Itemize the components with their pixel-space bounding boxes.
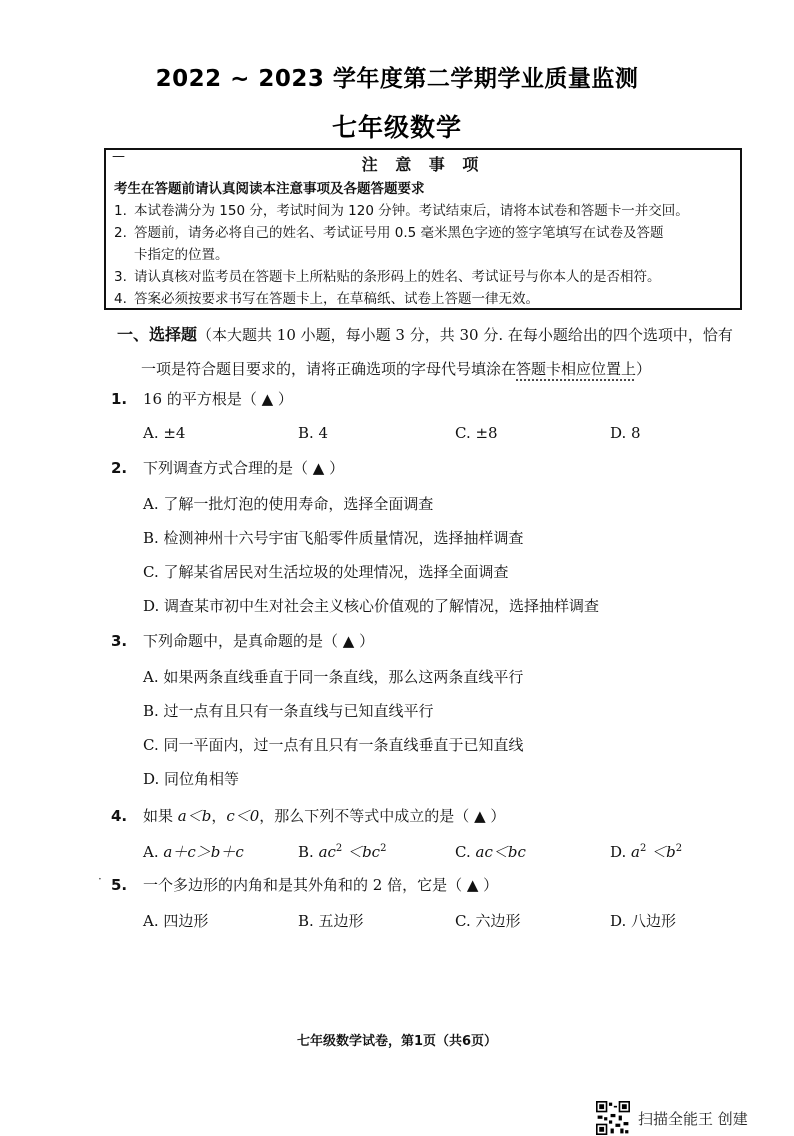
option-d: D. 同位角相等 [143, 770, 240, 788]
option-d: D. 8 [610, 424, 641, 442]
option-a: A. ±4 [143, 424, 186, 442]
option-c: C. 六边形 [455, 912, 521, 930]
math-expression: ac＜bc [475, 843, 526, 861]
math-expression: a [631, 843, 640, 861]
notice-item-number: 2. [114, 225, 127, 241]
question-stem-mid: ， [211, 807, 227, 825]
option-b [298, 841, 386, 862]
option-label: B. [298, 843, 314, 861]
notice-item-text: 本试卷满分为 150 分，考试时间为 120 分钟。考试结束后，请将本试卷和答题卡一并交回。 [134, 203, 689, 219]
question-stem: 下列调查方式合理的是（ ▲ ） [143, 459, 345, 477]
notice-item-text: 请认真核对监考员在答题卡上所粘贴的条形码上的姓名、考试证号与你本人的是否相符。 [134, 269, 661, 285]
option-a: A. 四边形 [143, 912, 209, 930]
option-label: D. [610, 843, 627, 861]
option-d [610, 841, 682, 862]
question-stem: 16 的平方根是（ ▲ ） [143, 390, 293, 408]
section-emphasis: 答题卡相应位置上 [516, 360, 637, 378]
page-footer: 七年级数学试卷，第1页（共6页） [296, 1034, 498, 1049]
option-label: C. [455, 843, 471, 861]
notice-item [114, 222, 732, 244]
notice-dash: — [112, 149, 125, 164]
option-b: B. 过一点有且只有一条直线与已知直线平行 [143, 702, 434, 720]
section-heading: 一、选择题 [117, 325, 198, 344]
option-b: B. 五边形 [298, 912, 364, 930]
option-a: A. 如果两条直线垂直于同一条直线，那么这两条直线平行 [143, 668, 524, 686]
question-number: 4. [111, 807, 128, 825]
question-number: 1. [111, 390, 128, 408]
superscript: 2 [335, 843, 343, 854]
notice-item-number: 4. [114, 291, 127, 307]
superscript: 2 [640, 843, 647, 854]
option-d: D. 调查某市初中生对社会主义核心价值观的了解情况，选择抽样调查 [143, 597, 600, 615]
section-description-end: ） [636, 360, 652, 378]
superscript: 2 [380, 843, 387, 854]
notice-item-text: 答案必须按要求书写在答题卡上，在草稿纸、试卷上答题一律无效。 [134, 291, 539, 307]
question-stem-pre: 如果 [143, 807, 178, 825]
question-number: 3. [111, 632, 128, 650]
scanner-watermark [596, 1100, 748, 1136]
notice-box [104, 148, 742, 310]
notice-item-number: 3. [114, 269, 127, 285]
option-d: D. 八边形 [610, 912, 677, 930]
question-stem-post: ，那么下列不等式中成立的是（ ▲ ） [259, 807, 506, 825]
superscript: 2 [675, 843, 683, 854]
scanner-brand-text: 扫描全能王 创建 [638, 1109, 748, 1128]
exam-subtitle: 七年级数学 [331, 113, 462, 142]
option-b: B. 检测神州十六号宇宙飞船零件质量情况，选择抽样调查 [143, 529, 524, 547]
option-a [143, 841, 244, 862]
option-c: C. 了解某省居民对生活垃圾的处理情况，选择全面调查 [143, 563, 509, 581]
section-header [117, 318, 757, 386]
notice-intro: 考生在答题前请认真阅读本注意事项及各题答题要求 [114, 181, 425, 197]
question-number: 2. [111, 459, 128, 477]
notice-item [114, 288, 732, 310]
section-description-cont: 一项是符合题目要求的，请将正确选项的字母代号填涂在 [141, 360, 517, 378]
margin-mark: · [98, 872, 102, 886]
math-expression: ＜bc [342, 843, 381, 861]
option-c [455, 841, 526, 862]
notice-item-text: 答题前，请务必将自己的姓名、考试证号用 0.5 毫米黑色字迹的签字笔填写在试卷及答题 [134, 225, 664, 241]
option-b: B. 4 [298, 424, 329, 442]
notice-title: 注 意 事 项 [361, 155, 485, 174]
exam-title: 2022 ~ 2023 学年度第二学期学业质量监测 [155, 66, 639, 92]
option-label: A. [143, 843, 159, 861]
math-expression: ac [318, 843, 336, 861]
option-c: C. 同一平面内，过一点有且只有一条直线垂直于已知直线 [143, 736, 524, 754]
question-stem: 一个多边形的内角和是其外角和的 2 倍，它是（ ▲ ） [143, 876, 499, 894]
question-stem: 下列命题中，是真命题的是（ ▲ ） [143, 632, 375, 650]
math-expression: ＜b [646, 843, 676, 861]
math-expression: a＋c＞b＋c [163, 843, 244, 861]
math-expression: a＜b [177, 807, 212, 825]
notice-item [114, 200, 732, 222]
notice-item-continuation: 卡指定的位置。 [134, 247, 229, 263]
question-number: 5. [111, 876, 128, 894]
math-expression: c＜0 [226, 807, 260, 825]
qr-code-icon [596, 1101, 630, 1135]
notice-item-number: 1. [114, 203, 127, 219]
option-a: A. 了解一批灯泡的使用寿命，选择全面调查 [143, 495, 434, 513]
section-description: （本大题共 10 小题，每小题 3 分，共 30 分. 在每小题给出的四个选项中，恰有 [197, 326, 733, 344]
notice-item [114, 266, 732, 288]
option-c: C. ±8 [455, 424, 498, 442]
